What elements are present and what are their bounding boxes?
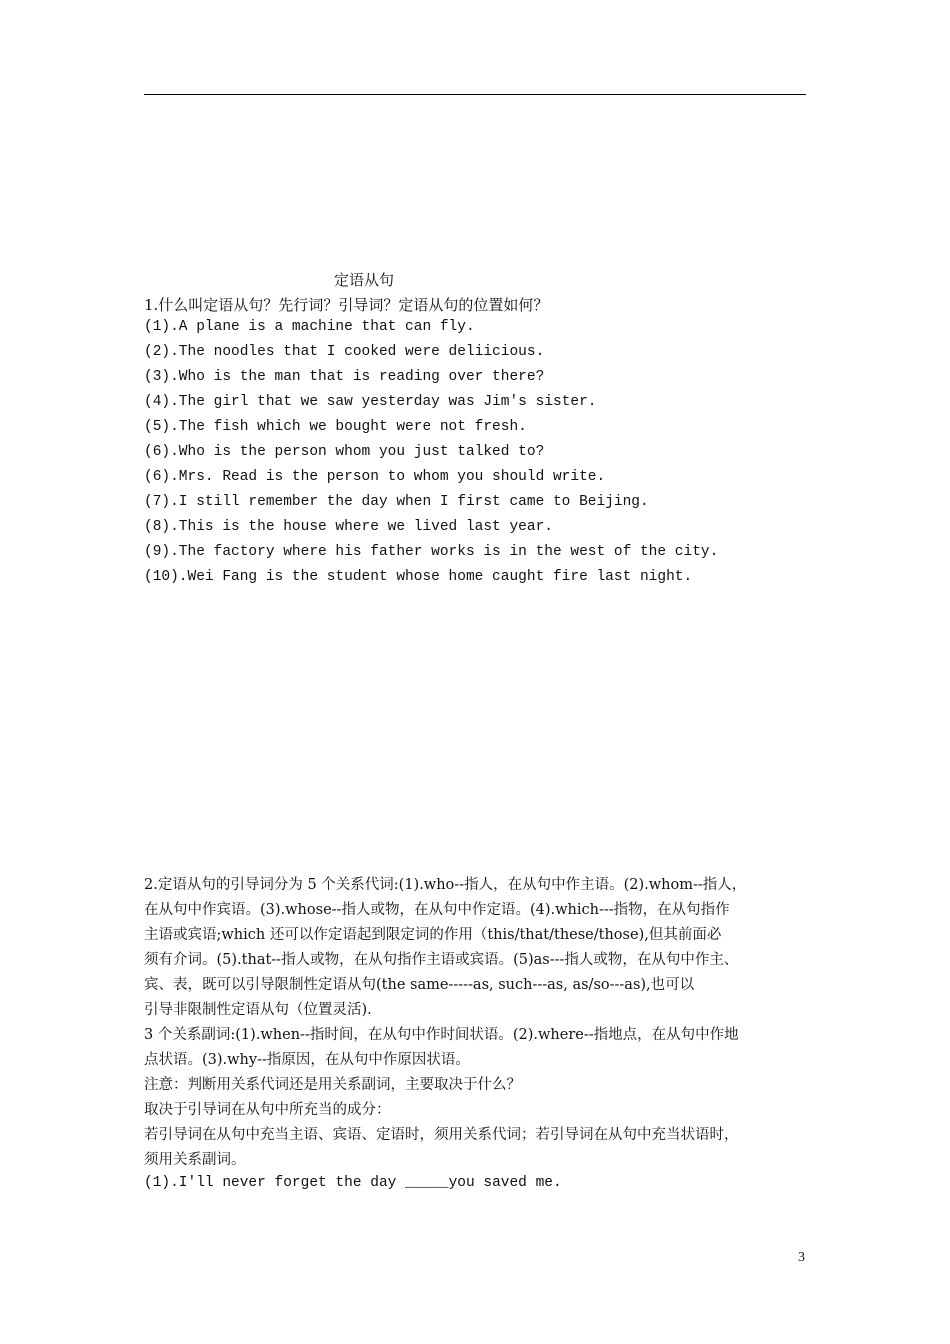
paragraph-line: 3 个关系副词:(1).when--指时间，在从句中作时间状语。(2).where--指地点，在从句中作地 bbox=[144, 1027, 739, 1043]
example-sentence: (4).The girl that we saw yesterday was Jim's sister. bbox=[144, 394, 597, 410]
paragraph-line: 注意：判断用关系代词还是用关系副词，主要取决于什么？ bbox=[144, 1077, 521, 1093]
paragraph-line: 主语或宾语;which 还可以作定语起到限定词的作用（this/that/these/those),但其前面必 bbox=[144, 927, 722, 943]
exercise-sentence bbox=[144, 1175, 562, 1191]
example-sentence: (10).Wei Fang is the student whose home caught fire last night. bbox=[144, 569, 693, 585]
paragraph-line: 点状语。(3).why--指原因，在从句中作原因状语。 bbox=[144, 1052, 470, 1068]
paragraph-line: 在从句中作宾语。(3).whose--指人或物，在从句中作定语。(4).which---指物，在从句指作 bbox=[144, 902, 730, 918]
example-sentence: (7).I still remember the day when I first came to Beijing. bbox=[144, 494, 649, 510]
example-sentence: (2).The noodles that I cooked were deliicious. bbox=[144, 344, 545, 360]
example-sentence: (6).Mrs. Read is the person to whom you should write. bbox=[144, 469, 606, 485]
exercise-blank[interactable]: _____ bbox=[405, 1175, 449, 1191]
header-rule bbox=[144, 94, 806, 95]
paragraph-line: 若引导词在从句中充当主语、宾语、定语时，须用关系代词；若引导词在从句中充当状语时， bbox=[144, 1127, 739, 1143]
exercise-text-after: you saved me. bbox=[448, 1175, 562, 1191]
example-sentence: (9).The factory where his father works is in the west of the city. bbox=[144, 544, 719, 560]
example-sentence: (1).A plane is a machine that can fly. bbox=[144, 319, 475, 335]
example-sentence: (3).Who is the man that is reading over there? bbox=[144, 369, 545, 385]
example-sentence: (6).Who is the person whom you just talked to? bbox=[144, 444, 545, 460]
example-sentence: (8).This is the house where we lived last year. bbox=[144, 519, 553, 535]
page-number: 3 bbox=[798, 1250, 805, 1265]
paragraph-line: 宾、表，既可以引导限制性定语从句(the same-----as, such---as, as/so---as),也可以 bbox=[144, 977, 695, 993]
paragraph-line: 引导非限制性定语从句（位置灵活). bbox=[144, 1002, 372, 1018]
question-1: 1.什么叫定语从句？先行词？引导词？定语从句的位置如何？ bbox=[144, 296, 549, 314]
exercise-text-before: (1).I'll never forget the day bbox=[144, 1175, 406, 1191]
section-2-explanation bbox=[144, 873, 810, 1173]
example-sentence: (5).The fish which we bought were not fresh. bbox=[144, 419, 527, 435]
section-title: 定语从句 bbox=[334, 271, 395, 289]
paragraph-line: 2.定语从句的引导词分为 5 个关系代词:(1).who--指人，在从句中作主语。(2).whom--指人， bbox=[144, 877, 747, 893]
paragraph-line: 取决于引导词在从句中所充当的成分： bbox=[144, 1102, 391, 1118]
paragraph-line: 须有介词。(5).that--指人或物，在从句指作主语或宾语。(5)as---指人或物，在从句中作主、 bbox=[144, 952, 739, 968]
paragraph-line: 须用关系副词。 bbox=[144, 1152, 246, 1168]
